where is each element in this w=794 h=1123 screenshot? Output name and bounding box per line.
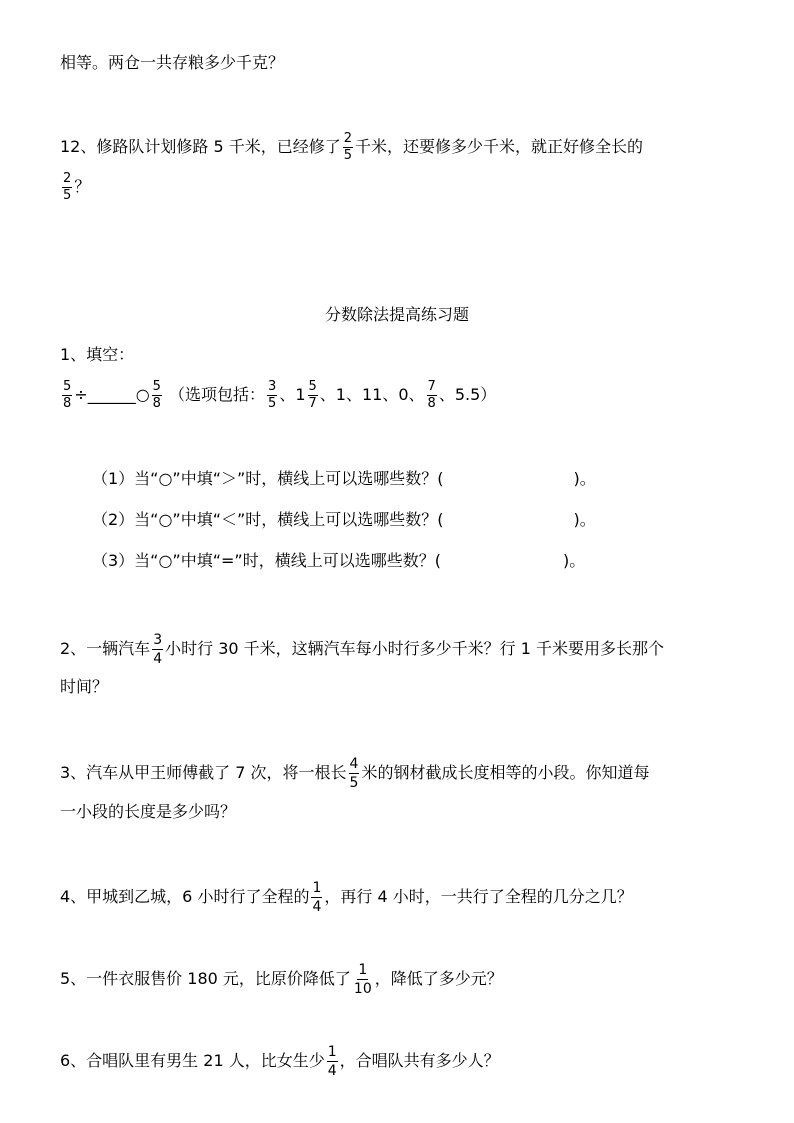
s1-sub-2-end: )。: [573, 510, 596, 529]
numerator: 5: [63, 379, 72, 394]
s1-sub-3-end: )。: [562, 551, 586, 570]
s1-sub-2: [92, 509, 596, 531]
s1-sub-1: [92, 468, 596, 490]
numerator: 4: [349, 756, 359, 772]
denominator: 5: [268, 396, 277, 411]
s1-sub-3: [92, 550, 585, 572]
numerator: 1: [327, 1044, 337, 1060]
q5-text-a: 5、一件衣服售价 180 元，比原价降低了: [60, 969, 351, 988]
q2-text-b: 小时行 30 千米，这辆汽车每小时行多少千米？行 1 千米要用多长那个: [165, 639, 664, 658]
denominator: 8: [63, 396, 72, 411]
s1-sub-3-text: （3）当“○”中填“=”时，横线上可以选哪些数？(: [92, 551, 441, 570]
s1-sub-2-text: （2）当“○”中填“＜”时，横线上可以选哪些数？(: [92, 510, 444, 529]
numerator: 5: [152, 379, 161, 394]
s1-options-a: （选项包括：: [169, 385, 266, 404]
question-12: [60, 132, 643, 163]
denominator: 7: [308, 396, 317, 411]
q4-text-b: ，再行 4 小时，一共行了全程的几分之几？: [324, 887, 633, 906]
denominator: 5: [343, 148, 352, 163]
numerator: 7: [427, 379, 436, 394]
q3-text-b: 米的钢材截成长度相等的小段。你知道每: [361, 763, 650, 782]
s1-sub-1-text: （1）当“○”中填“＞”时，横线上可以选哪些数？(: [92, 469, 444, 488]
denominator: 8: [427, 396, 436, 411]
question-3-line-2: 一小段的长度是多少吗？: [60, 802, 237, 821]
numerator: 1: [358, 962, 368, 978]
s1-option-fraction-3: [427, 380, 437, 411]
denominator: 4: [312, 899, 322, 915]
denominator: 5: [63, 188, 72, 203]
q6-text-a: 6、合唱队里有男生 21 人，比女生少: [60, 1051, 325, 1070]
question-2: [60, 632, 664, 667]
q12-text-a: 12、修路队计划修路 5 千米，已经修了: [60, 137, 341, 156]
denominator: 8: [152, 396, 161, 411]
q5-text-b: ，降低了多少元？: [374, 969, 503, 988]
q6-fraction: [327, 1044, 338, 1079]
q4-text-a: 4、甲城到乙城，6 小时行了全程的: [60, 887, 310, 906]
s1-option-fraction-1: [267, 380, 277, 411]
question-12-line-2: [60, 172, 90, 203]
question-4: [60, 880, 633, 915]
q12-text-c: ？: [74, 177, 91, 196]
q6-text-b: ，合唱队共有多少人？: [339, 1051, 500, 1070]
s1-sub-1-end: )。: [573, 469, 596, 488]
denominator: 5: [349, 775, 359, 791]
s1-fraction-a: [62, 380, 72, 411]
s1-option-fraction-2: [308, 380, 318, 411]
numerator: 1: [312, 880, 322, 896]
q12-fraction-2: [62, 172, 72, 203]
q12-text-b: 千米，还要修多少千米，就正好修全长的: [355, 137, 644, 156]
numerator: 5: [308, 379, 317, 394]
q12-fraction-1: [343, 132, 353, 163]
q3-fraction: [349, 756, 360, 791]
denominator: 10: [353, 981, 372, 997]
question-5: [60, 962, 503, 997]
q4-fraction: [311, 880, 322, 915]
s1-options-d: 、5.5）: [438, 385, 497, 404]
s1-options-b: 、1: [279, 385, 306, 404]
numerator: 2: [343, 131, 352, 146]
denominator: 4: [153, 651, 163, 667]
q11-tail: 相等。两仓一共存粮多少千克？: [60, 53, 285, 72]
question-6: [60, 1044, 500, 1079]
numerator: 3: [268, 379, 277, 394]
s1-heading: 1、填空：: [60, 345, 135, 364]
s1-fraction-b: [152, 380, 162, 411]
section-title: 分数除法提高练习题: [324, 305, 469, 324]
denominator: 4: [327, 1063, 337, 1079]
numerator: 2: [63, 171, 72, 186]
numerator: 3: [153, 632, 163, 648]
q5-fraction: [353, 962, 373, 997]
s1-options-c: 、1、11、0、: [319, 385, 425, 404]
q2-fraction: [152, 632, 163, 667]
question-2-line-2: 时间？: [60, 677, 109, 696]
question-3: [60, 756, 649, 791]
q3-text-a: 3、汽车从甲王师傅截了 7 次，将一根长: [60, 763, 347, 782]
s1-divide-blank: ÷______○: [74, 385, 150, 404]
s1-expression: [60, 380, 496, 411]
q2-text-a: 2、一辆汽车: [60, 639, 151, 658]
